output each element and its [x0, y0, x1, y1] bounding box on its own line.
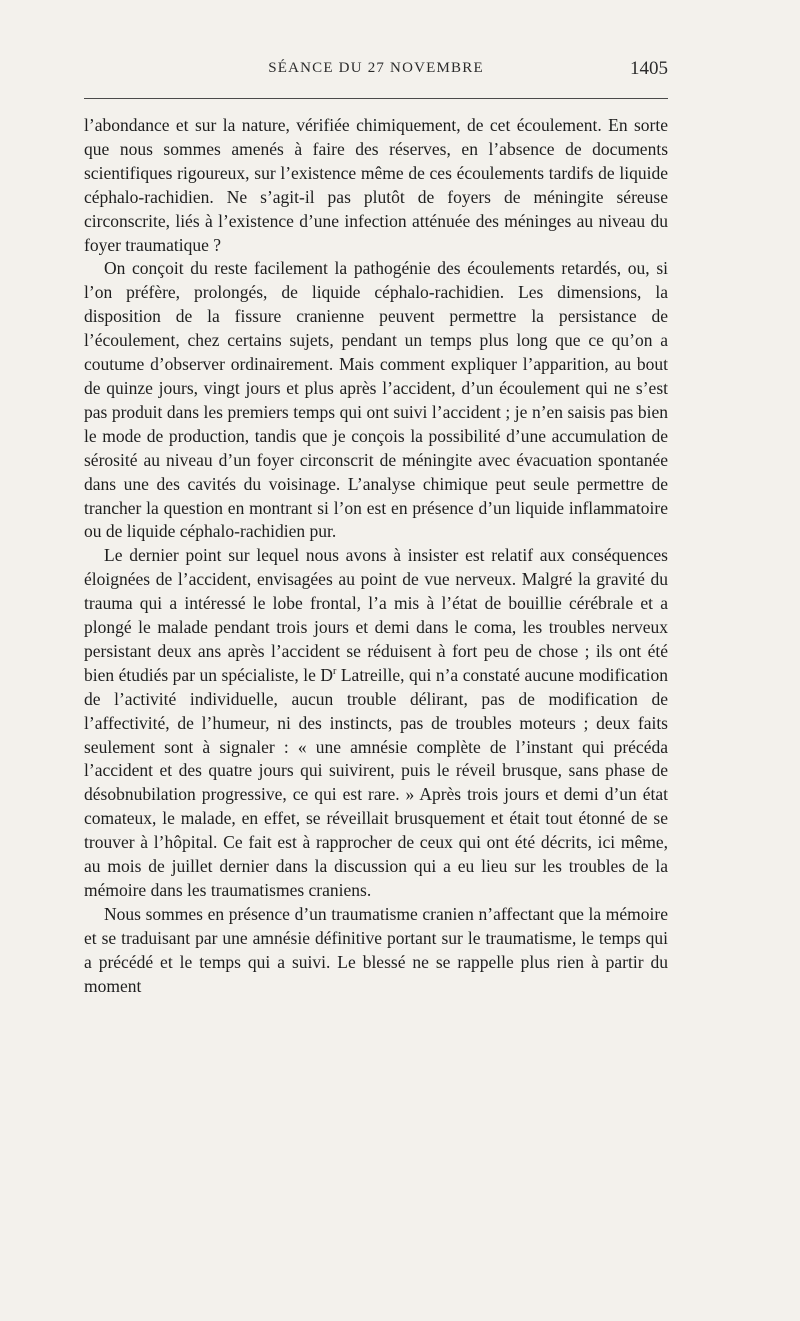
- paragraph-3: [84, 544, 668, 903]
- paragraph-4: Nous sommes en présence d’un traumatisme cranien n’affectant que la mémoire et se traduisant par une amnésie définitive portant sur le traumatisme, le temps qui a précédé et le temps qui a suivi. Le blessé ne se rappelle plus rien à partir du moment: [84, 903, 668, 996]
- superscript-r: r: [333, 666, 337, 678]
- body-text: [84, 114, 668, 999]
- paragraph-2: On conçoit du reste facilement la pathogénie des écoulements retardés, ou, si l’on préfère, prolongés, de liquide céphalo-rachidien. Les dimensions, la disposition de la fissure cranienne peuvent permettre la persistance de l’écoulement, chez certains sujets, pendant un temps plus long que ce qu’on a coutume d’observer ordinairement. Mais comment expliquer l’apparition, au bout de quinze jours, vingt jours et plus après l’accident, d’un écoulement qui ne s’est pas produit dans les premiers temps qui ont suivi l’accident ; je n’en saisis pas bien le mode de production, tandis que je conçois la possibilité d’une accumulation de sérosité au niveau d’un foyer circonscrit de méningite avec évacuation spontanée dans une des cavités du voisinage. L’analyse chimique peut seule permettre de trancher la question en montrant si l’on est en présence d’un liquide inflammatoire ou de liquide céphalo-rachidien pur.: [84, 258, 668, 542]
- running-head-title: SÉANCE DU 27 NOVEMBRE: [268, 60, 484, 76]
- paragraph-3-text-a: Le dernier point sur lequel nous avons à insister est relatif aux conséquences éloignées de l’accident, envisagées au point de vue nerveux. Malgré la gravité du trauma qui a intéressé le lobe frontal, l’a mis à l’état de bouillie cérébrale et a plongé le malade pendant trois jours et demi dans le coma, les troubles nerveux persistant deux ans après l’accident se réduisent à fort peu de chose ; ils ont été bien étudiés par un spécialiste, le D: [84, 545, 668, 685]
- header-rule: [84, 98, 668, 99]
- page-number: 1405: [630, 58, 668, 79]
- running-head: [84, 58, 668, 88]
- paragraph-1: l’abondance et sur la nature, vérifiée chimiquement, de cet écoulement. En sorte que nous sommes amenés à faire des réserves, en l’absence de documents scientifiques rigoureux, sur l’existence même de ces écoulements tardifs de liquide céphalo-rachidien. Ne s’agit-il pas plutôt de foyers de méningite séreuse circonscrite, liés à l’existence d’une infection atténuée des méninges au niveau du foyer traumatique ?: [84, 115, 668, 255]
- paragraph-3-text-b: Latreille, qui n’a constaté aucune modification de l’activité individuelle, aucun trouble délirant, pas de modification de l’affectivité, de l’humeur, ni des instincts, pas de troubles moteurs ; deux faits seulement sont à signaler : « une amnésie complète de l’instant qui précéda l’accident et des quatre jours qui suivirent, puis le réveil brusque, sans phase de désobnubilation progressive, ce qui est rare. » Après trois jours et demi d’un état comateux, le malade, en effet, se réveillait brusquement et était tout étonné de se trouver à l’hôpital. Ce fait est à rapprocher de ceux qui ont été décrits, ici même, au mois de juillet dernier dans la discussion qui a eu lieu sur les troubles de la mémoire dans les traumatismes craniens.: [84, 664, 668, 900]
